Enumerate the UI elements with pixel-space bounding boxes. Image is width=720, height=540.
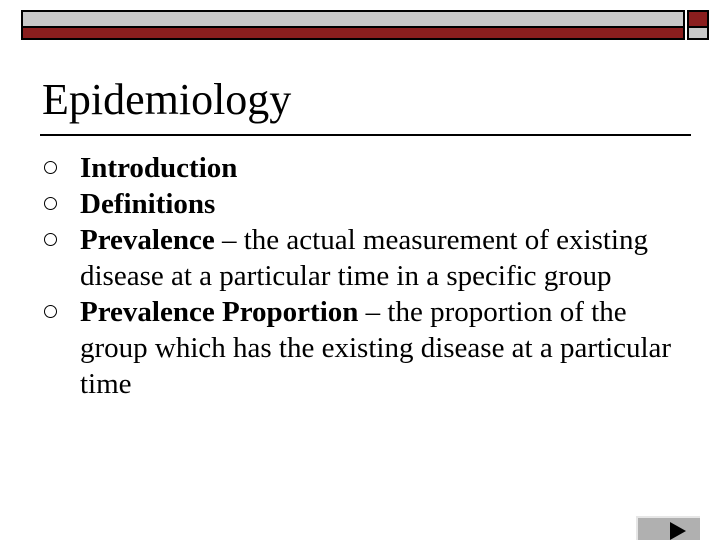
bullet-item-definitions: [40, 186, 680, 222]
bullet-text: – the actual measurement of existing disease at a particular time in a specific group: [80, 224, 648, 292]
corner-square-gray: [687, 28, 709, 40]
bullet-text: – the proportion of the group which has the existing disease at a particular time: [80, 296, 672, 400]
bullet-item-prevalence: [40, 222, 680, 294]
slide-title: Epidemiology: [42, 75, 292, 124]
bullet-term: Definitions: [80, 188, 216, 220]
bullet-term: Introduction: [80, 152, 238, 184]
bullet-term: Prevalence Proportion: [80, 296, 359, 328]
bullet-term: Prevalence: [80, 224, 215, 256]
top-bar-red-stripe: [21, 28, 685, 40]
hollow-circle-bullet-icon: [44, 233, 57, 246]
hollow-circle-bullet-icon: [44, 197, 57, 210]
hollow-circle-bullet-icon: [44, 305, 57, 318]
hollow-circle-bullet-icon: [44, 161, 57, 174]
bullet-item-prevalence-proportion: [40, 294, 680, 402]
bullet-list: [40, 150, 680, 402]
corner-square-red: [687, 10, 709, 28]
next-slide-button[interactable]: [636, 516, 700, 540]
top-decorative-bar: [21, 10, 709, 40]
top-bar-gray-stripe: [21, 10, 685, 28]
play-arrow-icon: [670, 522, 686, 540]
bullet-item-introduction: [40, 150, 680, 186]
title-underline: [40, 134, 691, 136]
